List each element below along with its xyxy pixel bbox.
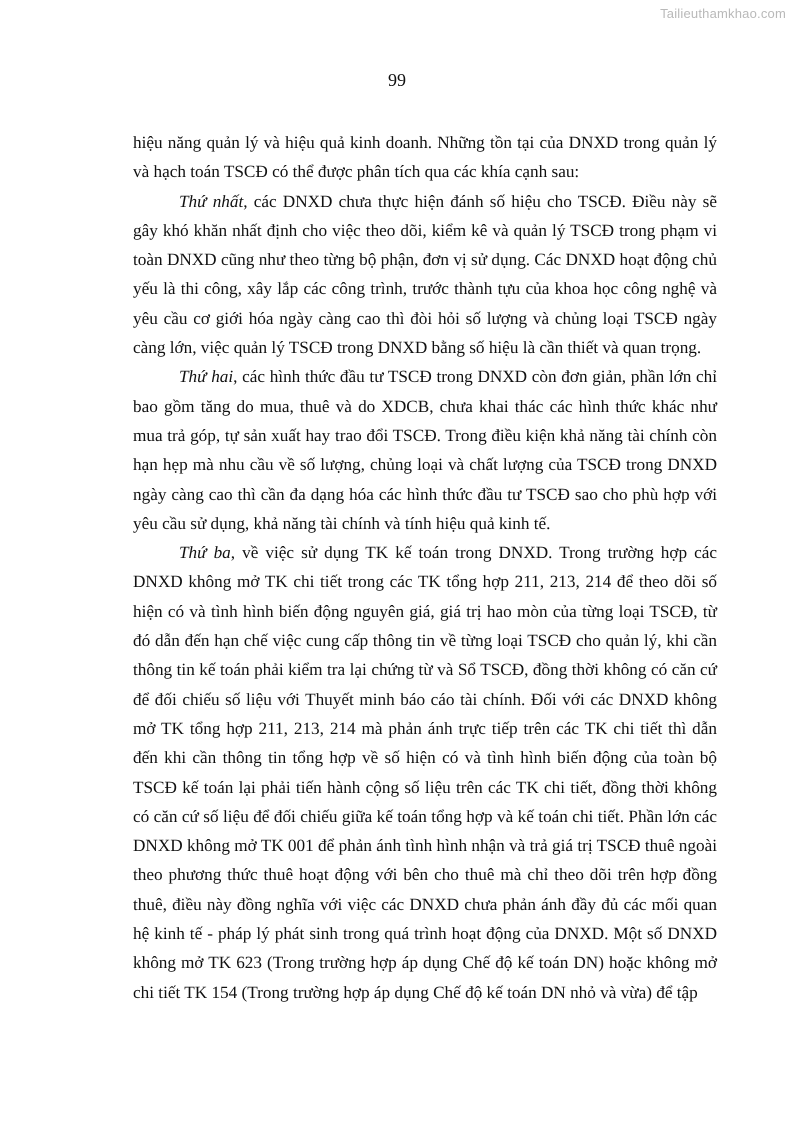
paragraph-lead: Thứ hai — [179, 367, 234, 387]
watermark: Tailieuthamkhao.com — [660, 6, 786, 21]
document-body — [133, 128, 717, 1007]
paragraph-intro — [133, 128, 717, 187]
paragraph-second-point — [133, 362, 717, 538]
paragraph-text: , về việc sử dụng TK kế toán trong DNXD. Trong trường hợp các DNXD không mở TK chi tiết trong các TK tổng hợp 211, 213, 214 để theo dõi số hiện có và tình hình biến động nguyên giá, giá trị hao mòn của từng loại TSCĐ, từ đó dẫn đến hạn chế việc cung cấp thông tin về từng loại TSCĐ cho quản lý, khi cần thông tin kế toán phải kiểm tra lại chứng từ và Sổ TSCĐ, đồng thời không có căn cứ để đối chiếu số liệu với Thuyết minh báo cáo tài chính. Đối với các DNXD không mở TK tổng hợp 211, 213, 214 mà phản ánh trực tiếp trên các TK chi tiết thì dẫn đến khi cần thông tin tổng hợp về số hiện có và tình hình biến động của toàn bộ TSCĐ kế toán lại phải tiến hành cộng số liệu trên các TK chi tiết, đồng thời không có căn cứ số liệu để đối chiếu giữa kế toán tổng hợp và kế toán chi tiết. Phần lớn các DNXD không mở TK 001 để phản ánh tình hình nhận và trả giá trị TSCĐ thuê ngoài theo phương thức thuê hoạt động với bên cho thuê mà chỉ theo dõi trên hợp đồng thuê, điều này đồng nghĩa với việc các DNXD chưa phản ánh đầy đủ các mối quan hệ kinh tế - pháp lý phát sinh trong quá trình hoạt động của DNXD. Một số DNXD không mở TK 623 (Trong trường hợp áp dụng Chế độ kế toán DN) hoặc không mở chi tiết TK 154 (Trong trường hợp áp dụng Chế độ kế toán DN nhỏ và vừa) để tập — [133, 543, 717, 1002]
paragraph-lead: Thứ ba — [179, 543, 231, 563]
paragraph-text: , các DNXD chưa thực hiện đánh số hiệu cho TSCĐ. Điều này sẽ gây khó khăn nhất định cho việc theo dõi, kiểm kê và quản lý TSCĐ trong phạm vi toàn DNXD cũng như theo từng bộ phận, đơn vị sử dụng. Các DNXD hoạt động chủ yếu là thi công, xây lắp các công trình, trước thành tựu của khoa học công nghệ và yêu cầu cơ giới hóa ngày càng cao thì đòi hỏi số lượng và chủng loại TSCĐ ngày càng lớn, việc quản lý TSCĐ trong DNXD bằng số hiệu là cần thiết và quan trọng. — [133, 191, 717, 358]
paragraph-text: , các hình thức đầu tư TSCĐ trong DNXD còn đơn giản, phần lớn chỉ bao gồm tăng do mua, thuê và do XDCB, chưa khai thác các hình thức khác như mua trả góp, tự sản xuất hay trao đổi TSCĐ. Trong điều kiện khả năng tài chính còn hạn hẹp mà nhu cầu về số lượng, chủng loại và chất lượng của TSCĐ trong DNXD ngày càng cao thì cần đa dạng hóa các hình thức đầu tư TSCĐ sao cho phù hợp với yêu cầu sử dụng, khả năng tài chính và tính hiệu quả kinh tế. — [133, 367, 717, 533]
paragraph-lead: Thứ nhất — [179, 191, 244, 211]
paragraph-text: hiệu năng quản lý và hiệu quả kinh doanh. Những tồn tại của DNXD trong quản lý và hạch toán TSCĐ có thể được phân tích qua các khía cạnh sau: — [133, 133, 717, 182]
page-number: 99 — [388, 70, 406, 90]
paragraph-third-point — [133, 538, 717, 1007]
paragraph-first-point — [133, 187, 717, 363]
